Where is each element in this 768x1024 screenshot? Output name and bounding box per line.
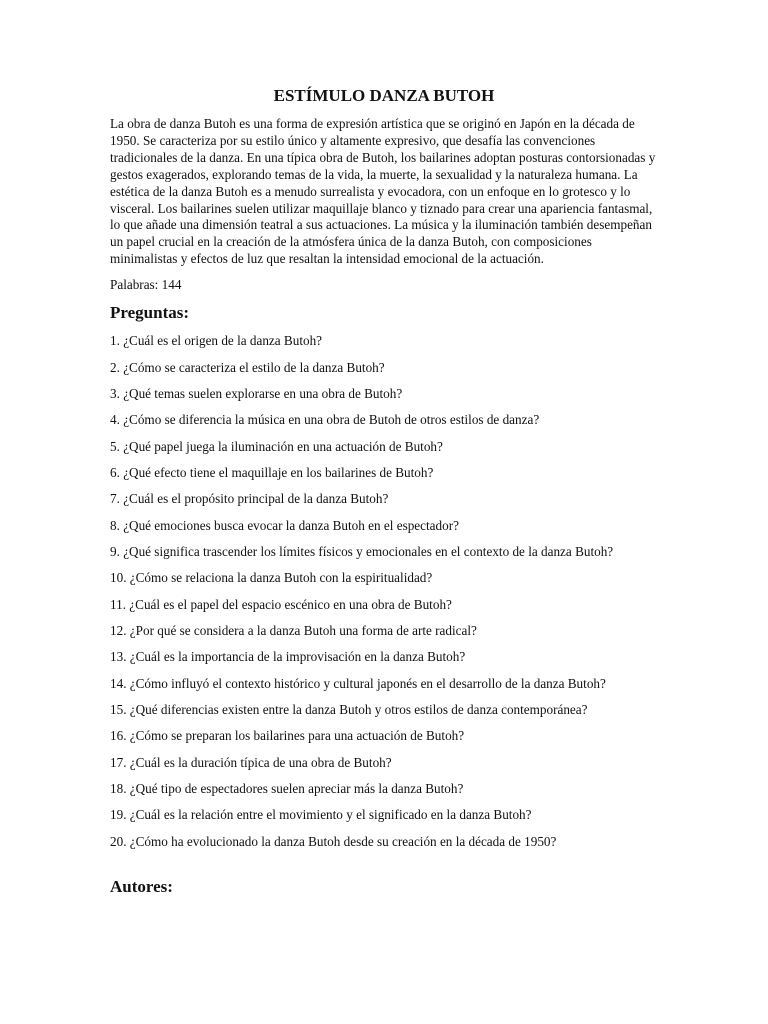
stimulus-paragraph: La obra de danza Butoh es una forma de expresión artística que se originó en Japón en la década de 1950. Se caracteriza por su estilo único y altamente expresivo, que desafía las convenciones tradicionales de la danza. En una típica obra de Butoh, los bailarines adoptan posturas contorsionadas y gestos exagerados, explorando temas de la vida, la muerte, la sexualidad y la naturaleza humana. La estética de la danza Butoh es a menudo surrealista y evocadora, con un enfoque en lo grotesco y lo visceral. Los bailarines suelen utilizar maquillaje blanco y tiznado para crear una apariencia fantasmal, lo que añade una dimensión teatral a sus actuaciones. La música y la iluminación también desempeñan un papel crucial en la creación de la atmósfera única de la danza Butoh, con composiciones minimalistas y efectos de luz que resaltan la intensidad emocional de la actuación. [110, 116, 656, 267]
document-page [110, 86, 658, 897]
question-item: 10. ¿Cómo se relaciona la danza Butoh con la espiritualidad? [110, 570, 433, 586]
question-item: 13. ¿Cuál es la importancia de la improvisación en la danza Butoh? [110, 649, 466, 665]
question-item: 1. ¿Cuál es el origen de la danza Butoh? [110, 333, 323, 349]
question-item: 4. ¿Cómo se diferencia la música en una obra de Butoh de otros estilos de danza? [110, 412, 540, 428]
question-item: 3. ¿Qué temas suelen explorarse en una obra de Butoh? [110, 385, 403, 401]
question-item: 11. ¿Cuál es el papel del espacio escénico en una obra de Butoh? [110, 596, 452, 612]
question-item: 14. ¿Cómo influyó el contexto histórico y cultural japonés en el desarrollo de la danza Butoh? [110, 675, 606, 691]
questions-heading: Preguntas: [110, 303, 190, 323]
questions-list [110, 333, 658, 850]
question-item: 5. ¿Qué papel juega la iluminación en una actuación de Butoh? [110, 438, 443, 454]
question-item: 9. ¿Qué significa trascender los límites físicos y emocionales en el contexto de la danza Butoh? [110, 543, 614, 559]
question-item: 16. ¿Cómo se preparan los bailarines para una actuación de Butoh? [110, 728, 465, 744]
question-item: 20. ¿Cómo ha evolucionado la danza Butoh desde su creación en la década de 1950? [110, 833, 557, 849]
document-title: ESTÍMULO DANZA BUTOH [273, 86, 495, 105]
question-item: 8. ¿Qué emociones busca evocar la danza Butoh en el espectador? [110, 517, 459, 533]
word-count: Palabras: 144 [110, 277, 182, 293]
question-item: 2. ¿Cómo se caracteriza el estilo de la danza Butoh? [110, 359, 385, 375]
question-item: 19. ¿Cuál es la relación entre el movimiento y el significado en la danza Butoh? [110, 807, 532, 823]
question-item: 6. ¿Qué efecto tiene el maquillaje en los bailarines de Butoh? [110, 464, 434, 480]
question-item: 7. ¿Cuál es el propósito principal de la danza Butoh? [110, 491, 389, 507]
question-item: 12. ¿Por qué se considera a la danza Butoh una forma de arte radical? [110, 622, 477, 638]
question-item: 18. ¿Qué tipo de espectadores suelen apreciar más la danza Butoh? [110, 781, 464, 796]
question-item: 15. ¿Qué diferencias existen entre la danza Butoh y otros estilos de danza contemporánea? [110, 701, 588, 717]
question-item: 17. ¿Cuál es la duración típica de una obra de Butoh? [110, 754, 392, 770]
authors-heading: Autores: [110, 876, 173, 896]
